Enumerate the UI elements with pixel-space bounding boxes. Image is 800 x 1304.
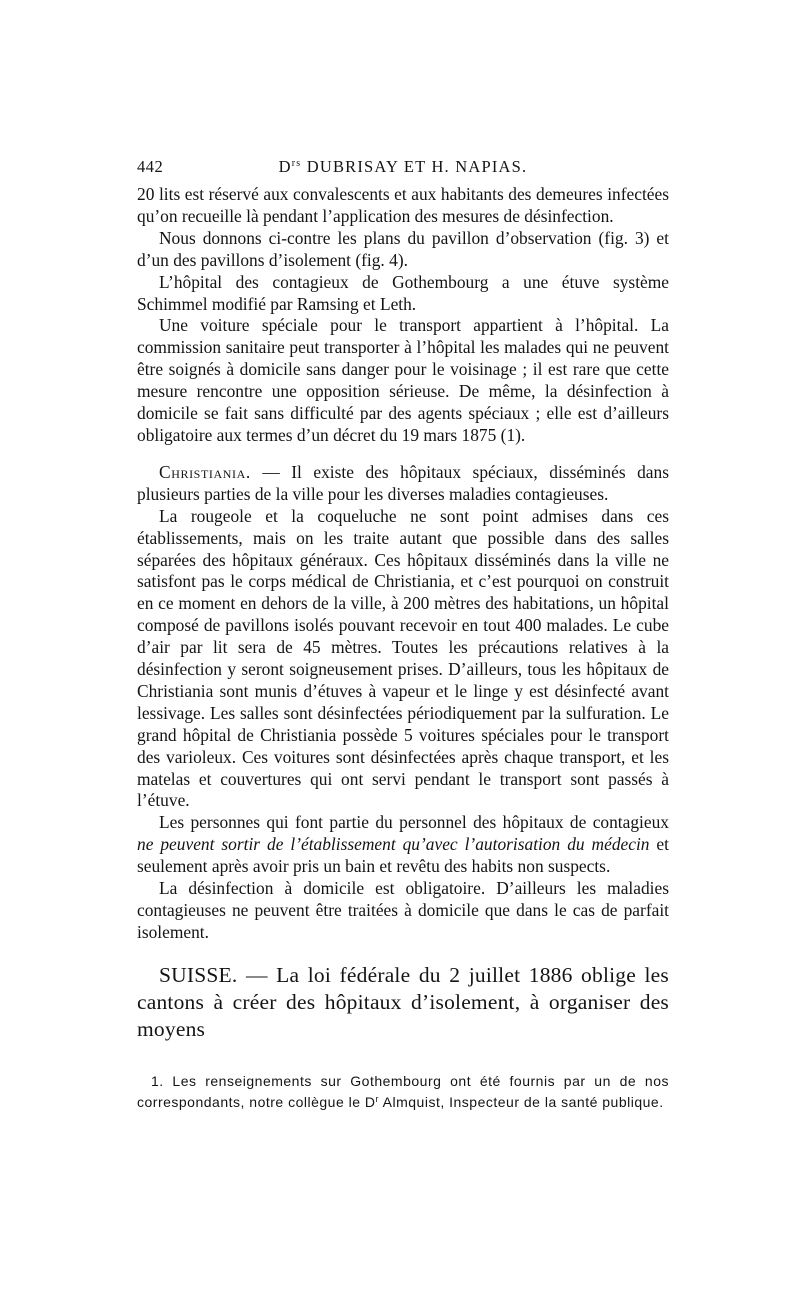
running-head bbox=[137, 157, 669, 177]
footnote-superscript: r bbox=[375, 1093, 380, 1104]
paragraph: Nous donnons ci-contre les plans du pavillon d’observation (fig. 3) et d’un des pavillons d’isolement (fig. 4). bbox=[137, 227, 669, 270]
paragraph: La rougeole et la coqueluche ne sont point admises dans ces établissements, mais on les traite autant que possible dans des salles séparées des hôpitaux généraux. Ces hôpitaux disséminés dans la ville ne satisfont pas le corps médical de Christiania, et c’est pourquoi on construit en ce moment en dehors de la ville, à 200 mètres des habitations, un hôpital composé de pavillons isolés pouvant recevoir en tout 400 malades. Le cube d’air par lit sera de 45 mètres. Toutes les précautions relatives à la désinfection y seront soigneusement prises. D’ailleurs, tous les hôpitaux de Christiania sont munis d’étuves à vapeur et le linge y est désinfecté avant lessivage. Les salles sont désinfectées périodiquement par la sulfuration. Le grand hôpital de Christiania possède 5 voitures spéciales pour le transport des varioleux. Ces voitures sont désinfectées après chaque transport, et les matelas et couvertures qui ont servi pendant le transport sont passés à l’étuve. bbox=[137, 505, 669, 811]
body-text bbox=[137, 184, 669, 1043]
paragraph: L’hôpital des contagieux de Gothembourg a une étuve système Schimmel modifié par Ramsing et Leth. bbox=[137, 271, 669, 314]
paragraph: 20 lits est réservé aux convalescents et aux habitants des demeures infectées qu’on recueille là pendant l’application des mesures de désinfection. bbox=[137, 184, 669, 226]
paragraph-text: Les personnes qui font partie du personnel des hôpitaux de contagieux bbox=[159, 812, 669, 833]
footnote-text-start: 1. Les renseignements sur Gothembourg ont été fournis par un de nos correspondants, notre collègue le D bbox=[137, 1073, 669, 1110]
paragraph bbox=[137, 812, 669, 878]
italic-emphasis: ne peuvent sortir de l’établissement qu’avec l’autorisation du médecin bbox=[137, 834, 650, 855]
footnote-text bbox=[137, 1073, 669, 1111]
page-number: 442 bbox=[137, 157, 164, 176]
running-head-authors: DUBRISAY ET H. NAPIAS. bbox=[301, 157, 528, 176]
footnote bbox=[137, 1073, 669, 1111]
section-heading-christiania: Christiania. bbox=[159, 461, 251, 482]
page-header bbox=[137, 157, 669, 181]
footnote-text-end: Almquist, Inspecteur de la santé publique. bbox=[379, 1093, 664, 1110]
paragraph: Une voiture spéciale pour le transport appartient à l’hôpital. La commission sanitaire peut transporter à l’hôpital les malades qui ne peuvent être soignés à domicile sans danger pour le voisinage ; il est rare que cette mesure rencontre une opposition sérieuse. De même, la désinfection à domicile se fait sans difficulté par des agents spéciaux ; elle est d’ailleurs obligatoire aux termes d’un décret du 19 mars 1875 (1). bbox=[137, 315, 669, 445]
section-suisse: SUISSE. — La loi fédérale du 2 juillet 1886 oblige les cantons à créer des hôpitaux d’isolement, à organiser des moyens bbox=[137, 962, 669, 1041]
running-head-author-prefix: D bbox=[278, 157, 292, 176]
running-head-author-suffix: rs bbox=[291, 158, 302, 169]
paragraph-text: — Il existe des hôpitaux spéciaux, disséminés dans plusieurs parties de la ville pour les diverses maladies contagieuses. bbox=[137, 461, 669, 504]
paragraph-text: et seulement après avoir pris un bain et revêtu des habits non suspects. bbox=[137, 834, 669, 877]
paragraph: La désinfection à domicile est obligatoire. D’ailleurs les maladies contagieuses ne peuvent être traitées à domicile que dans le cas de parfait isolement. bbox=[137, 878, 669, 942]
section-christiania bbox=[137, 462, 669, 506]
